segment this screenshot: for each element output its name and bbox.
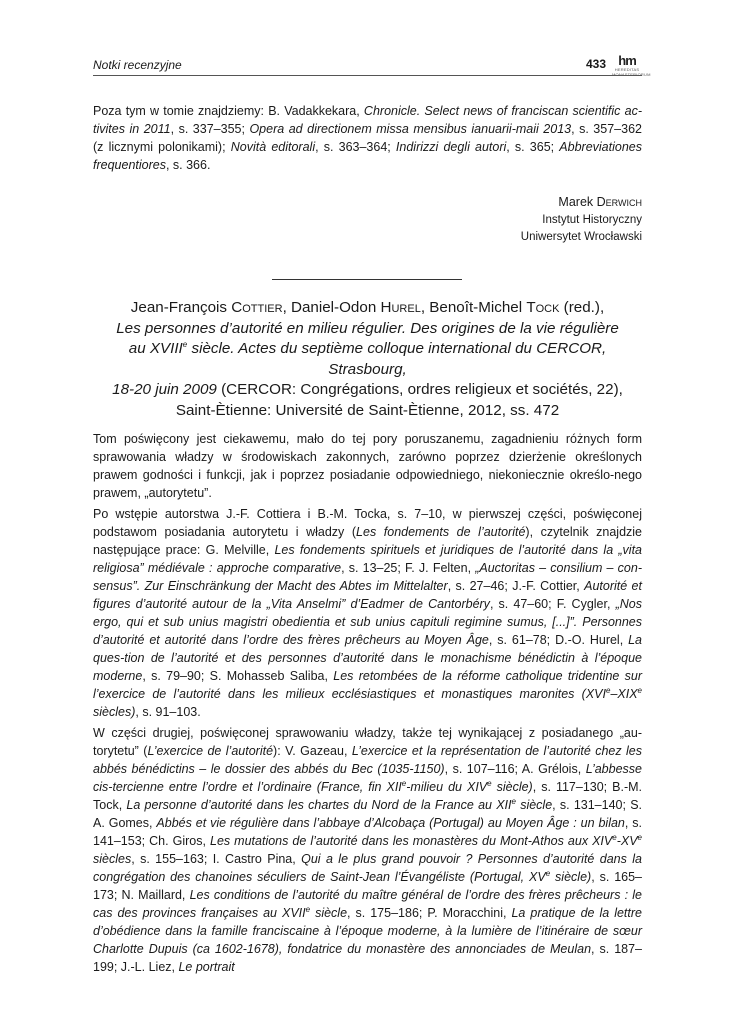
review-authors: Jean-François Cottier, Daniel-Odon Hurel, Benoît-Michel Tock (red.), — [130, 299, 605, 316]
section-title: Notki recenzyjne — [93, 58, 182, 72]
body-paragraph-3: W części drugiej, poświęconej sprawowaniu władzy, także tej wynikającej z posiadanego „au-torytetu” (L’exercice de l’autorité): V. Gazeau, L’exercice et la représentation de l’autorité chez les abbés bénédictins – le dossier des abbés du Bec (1035-1150), s. 107–116; A. Grélois, L’abbesse cis-tercienne entre l’ordre et l’ordinaire (France, fin XIIe-milieu du XIVe siècle), s. 117–130; B.-M. Tock, La personne d’autorité dans les chartes du Nord de la France au XIIe siècle, s. 131–140; S. A. Gomes, Abbés et vie régulière dans l’abbaye d’Alcobaça (Portugal) au Moyen Âge : un bilan, s. 141–153; Ch. Giros, Les mutations de l’autorité dans les monastères du Mont-Athos aux XIVe-XVe siècles, s. 155–163; I. Castro Pina, Qui a le plus grand pouvoir ? Personnes d’autorité dans la congrégation des chanoines séculiers de Saint-Jean l’Évangéliste (Portugal, XVe siècle), s. 165–173; N. Maillard, Les conditions de l’autorité du maître général de l’ordre des frères prêcheurs : le cas des provinces françaises au XVIIe siècle, s. 175–186; P. Moracchini, La pratique de la lettre d’obédience dans la famille franciscaine à l’époque moderne, à la lumière de l’itinéraire de sœur Charlotte Dupuis (ca 1602-1678), fondatrice du monastère des annonciades de Meulan, s. 187–199; J.-L. Liez, Le portrait — [93, 725, 643, 975]
body-paragraph-1: Tom poświęcony jest ciekawemu, mało do tej pory poruszanemu, zagadnieniu różnych form sprawowania władzy w środowiskach zakonnych, zarówno poprzez dzierżenie określonych prawem godności i funkcji, jak i poprzez posiadanie odpowiedniego, niekoniecznie określo-nego prawem, „autorytetu”. — [93, 432, 642, 501]
review-heading — [93, 298, 642, 421]
body-paragraph-2: Po wstępie autorstwa J.-F. Cottiera i B.-M. Tocka, s. 7–10, w pierwszej części, poświęconej podstawom posiadania autorytetu i władzy (Les fondements de l’autorité), czytelnik znajdzie następujące prace: G. Melville, Les fondements spirituels et juridiques de l’autorité dans la „vita religiosa” médiévale : approche comparative, s. 13–25; F. J. Felten, „Auctoritas – consilium – con-sensus”. Zur Einschränkung der Macht des Abtes im Mittelalter, s. 27–46; J.-F. Cottier, Autorité et figures d’autorité autour de la „Vita Anselmi” d’Eadmer de Cantorbéry, s. 47–60; F. Cygler, „Nos ergo, qui et sub unius magistri obedientia et sub unius capituli regimine sumus, [...]”. Personnes d’autorité et autorité dans l’ordre des frères prêcheurs au Moyen Âge, s. 61–78; D.-O. Hurel, La ques-tion de l’autorité et des personnes d’autorité dans le monachisme bénédictin à l’époque moderne, s. 79–90; S. Mohasseb Saliba, Les retombées de la réforme catholique tridentine sur l’exercice de l’autorité dans les milieux ecclésiastiques et monastiques maronites (XVIe–XIXe siècles), s. 91–103. — [93, 506, 643, 720]
review-book-title: Les personnes d’autorité en milieu régulier. Des origines de la vie régulière au XVIIIe siècle. Actes du septième colloque international du CERCOR, Strasbourg, 18-20 juin 2009 (CERCOR: Congrégations, ordres religieux et sociétés, 22), Saint-Ètienne: Université de Saint-Ètienne, 2012, ss. 472 — [112, 319, 623, 419]
section-divider — [272, 279, 462, 280]
reviewer-university: Uniwersytet Wrocławski — [520, 231, 642, 243]
reviewer-signature — [521, 194, 642, 247]
header-rule — [93, 75, 642, 76]
logo-mark: hm — [618, 53, 636, 68]
intro-paragraph: Poza tym w tomie znajdziemy: B. Vadakkekara, Chronicle. Select news of franciscan scientific ac-tivites in 2011, s. 337–355; Opera ad directionem missa mensibus ianuarii-maii 2013, s. 357–362 (z licznymi polonikami); Novità editorali, s. 363–364; Indirizzi degli autori, s. 365; Abbreviationes frequentiores, s. 366. — [93, 104, 642, 173]
page-number: 433 — [585, 57, 606, 71]
page-header — [93, 53, 651, 84]
review-body — [93, 430, 642, 979]
reviewer-name: Marek Derwich — [558, 195, 642, 209]
reviewer-institution: Instytut Historyczny — [542, 213, 642, 226]
logo-subtitle: HEREDITAS MONASTERIORUM — [612, 67, 651, 77]
hereditas-logo — [612, 53, 651, 77]
